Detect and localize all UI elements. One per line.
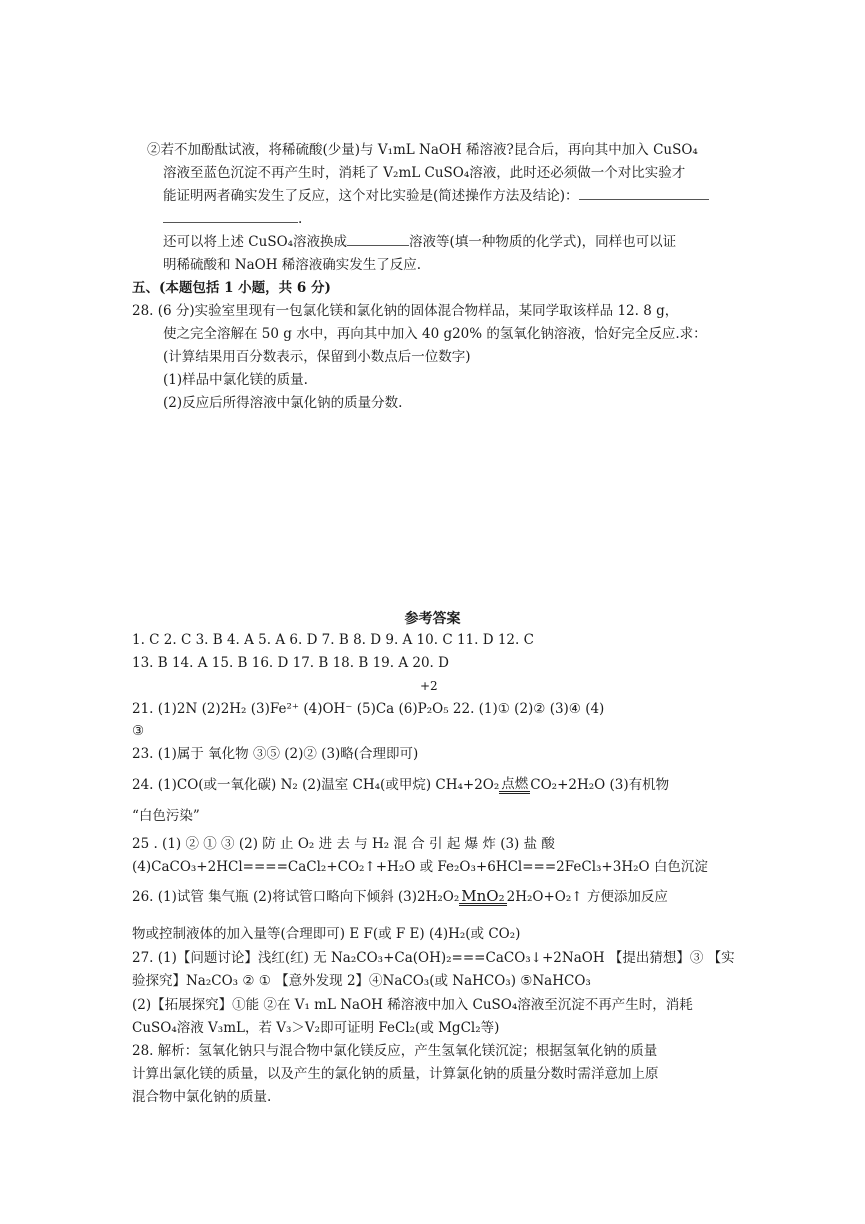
answer-24-cont: “白色污染” (132, 808, 200, 824)
answer-27-line-2: 验探究】Na₂CO₃ ② ① 【意外发现 2】④NaCO₃(或 NaHCO₃) ⑤NaHCO₃ (132, 973, 591, 989)
answer-24-a: 24. (1)CO(或一氧化碳) N₂ (2)温室 CH₄(或甲烷) CH₄+2O₂ (132, 777, 500, 793)
q27-line-5b: 溶液等(填一种物质的化学式)，同样也可以证 (409, 234, 677, 250)
answer-28-line-2: 计算出氯化镁的质量，以及产生的氯化钠的质量，计算氯化钠的质量分数时需洋意加上原 (132, 1066, 659, 1082)
q28-line-3: (计算结果用百分数表示，保留到小数点后一位数字) (163, 349, 471, 365)
q27-line-5a: 还可以将上述 CuSO₄溶液换成 (163, 234, 348, 250)
answer-26 (132, 887, 668, 907)
answer-21: 21. (1)2N (2)2H₂ (3)Fe²⁺ (4)OH⁻ (5)Ca (6)P₂O₅ 22. (1)① (2)② (3)④ (4) (132, 701, 605, 717)
condition-catalyst: MnO₂ (461, 887, 505, 905)
answers-row-2: 13. B 14. A 15. B 16. D 17. B 18. B 19. A 20. D (132, 655, 449, 671)
answers-title: 参考答案 (404, 611, 461, 627)
answer-blank[interactable] (163, 209, 298, 223)
answer-27-line-4: CuSO₄溶液 V₃mL，若 V₃＞V₂即可证明 FeCl₂(或 MgCl₂等) (132, 1020, 500, 1036)
answer-24-b: CO₂+2H₂O (3)有机物 (530, 777, 670, 793)
answer-26-a: 26. (1)试管 集气瓶 (2)将试管口略向下倾斜 (3)2H₂O₂ (132, 889, 460, 905)
q27-line-3 (163, 186, 709, 206)
q21-valence-mark: +2 (420, 679, 438, 693)
answer-28-line-1: 28. 解析：氢氧化钠只与混合物中氯化镁反应，产生氢氧化镁沉淀；根据氢氧化钠的质量 (132, 1043, 658, 1059)
answer-25-line-2: (4)CaCO₃+2HCl====CaCl₂+CO₂↑+H₂O 或 Fe₂O₃+6HCl===2FeCl₃+3H₂O 白色沉淀 (132, 859, 708, 875)
answer-24 (132, 775, 669, 795)
answer-27-line-3: (2)【拓展探究】①能 ②在 V₁ mL NaOH 稀溶液中加入 CuSO₄溶液至沉淀不再产生时，消耗 (132, 997, 693, 1013)
answer-23: 23. (1)属于 氧化物 ③⑤ (2)② (3)略(合理即可) (132, 746, 419, 762)
q27-line-6: 明稀硫酸和 NaOH 稀溶液确实发生了反应. (163, 257, 422, 273)
answer-27-line-1: 27. (1)【问题讨论】浅红(红) 无 Na₂CO₃+Ca(OH)₂===CaCO₃↓+2NaOH 【提出猜想】③ 【实 (132, 950, 735, 966)
q27-line-1: ②若不加酚酞试液，将稀硫酸(少量)与 V₁mL NaOH 稀溶液?昆合后，再向其中加入 CuSO₄ (147, 142, 698, 158)
answer-blank[interactable] (579, 186, 709, 200)
q27-line-4 (163, 209, 302, 229)
q27-line-3-text: 能证明两者确实发生了反应，这个对比实验是(简述操作方法及结论)： (163, 188, 579, 204)
q28-line-1: 28. (6 分)实验室里现有一包氯化镁和氯化钠的固体混合物样品，某同学取该样品 12. 8 g， (132, 303, 679, 319)
answer-26-b: 2H₂O+O₂↑ 方便添加反应 (506, 889, 668, 905)
q27-line-2: 溶液至蓝色沉淀不再产生时，消耗了 V₂mL CuSO₄溶液，此时还必须做一个对比实验才 (163, 165, 686, 181)
answer-26-cont: 物或控制液体的加入量等(合理即可) E F(或 F E) (4)H₂(或 CO₂) (132, 926, 521, 942)
reaction-condition (499, 777, 530, 794)
answers-row-1: 1. C 2. C 3. B 4. A 5. A 6. D 7. B 8. D 9. A 10. C 11. D 12. C (132, 632, 534, 648)
reaction-condition (459, 889, 506, 906)
q28-line-2: 使之完全溶解在 50 g 水中，再向其中加入 40 g20% 的氢氧化钠溶液，恰好完全反应.求： (163, 326, 707, 342)
answer-25-line-1: 25 . (1) ② ① ③ (2) 防 止 O₂ 进 去 与 H₂ 混 合 引 起 爆 炸 (3) 盐 酸 (132, 836, 555, 852)
condition-ignite: 点燃 (501, 776, 529, 792)
q28-line-4: (1)样品中氯化镁的质量. (163, 372, 308, 388)
answer-21-cont: ③ (132, 723, 145, 739)
q27-line-4-end: . (298, 211, 303, 227)
answer-blank[interactable] (347, 232, 409, 246)
q27-line-5 (163, 232, 676, 252)
q28-line-5: (2)反应后所得溶液中氯化钠的质量分数. (163, 395, 403, 411)
section-5-heading: 五、(本题包括 1 小题，共 6 分) (132, 280, 331, 296)
answer-28-line-3: 混合物中氯化钠的质量. (132, 1089, 272, 1105)
